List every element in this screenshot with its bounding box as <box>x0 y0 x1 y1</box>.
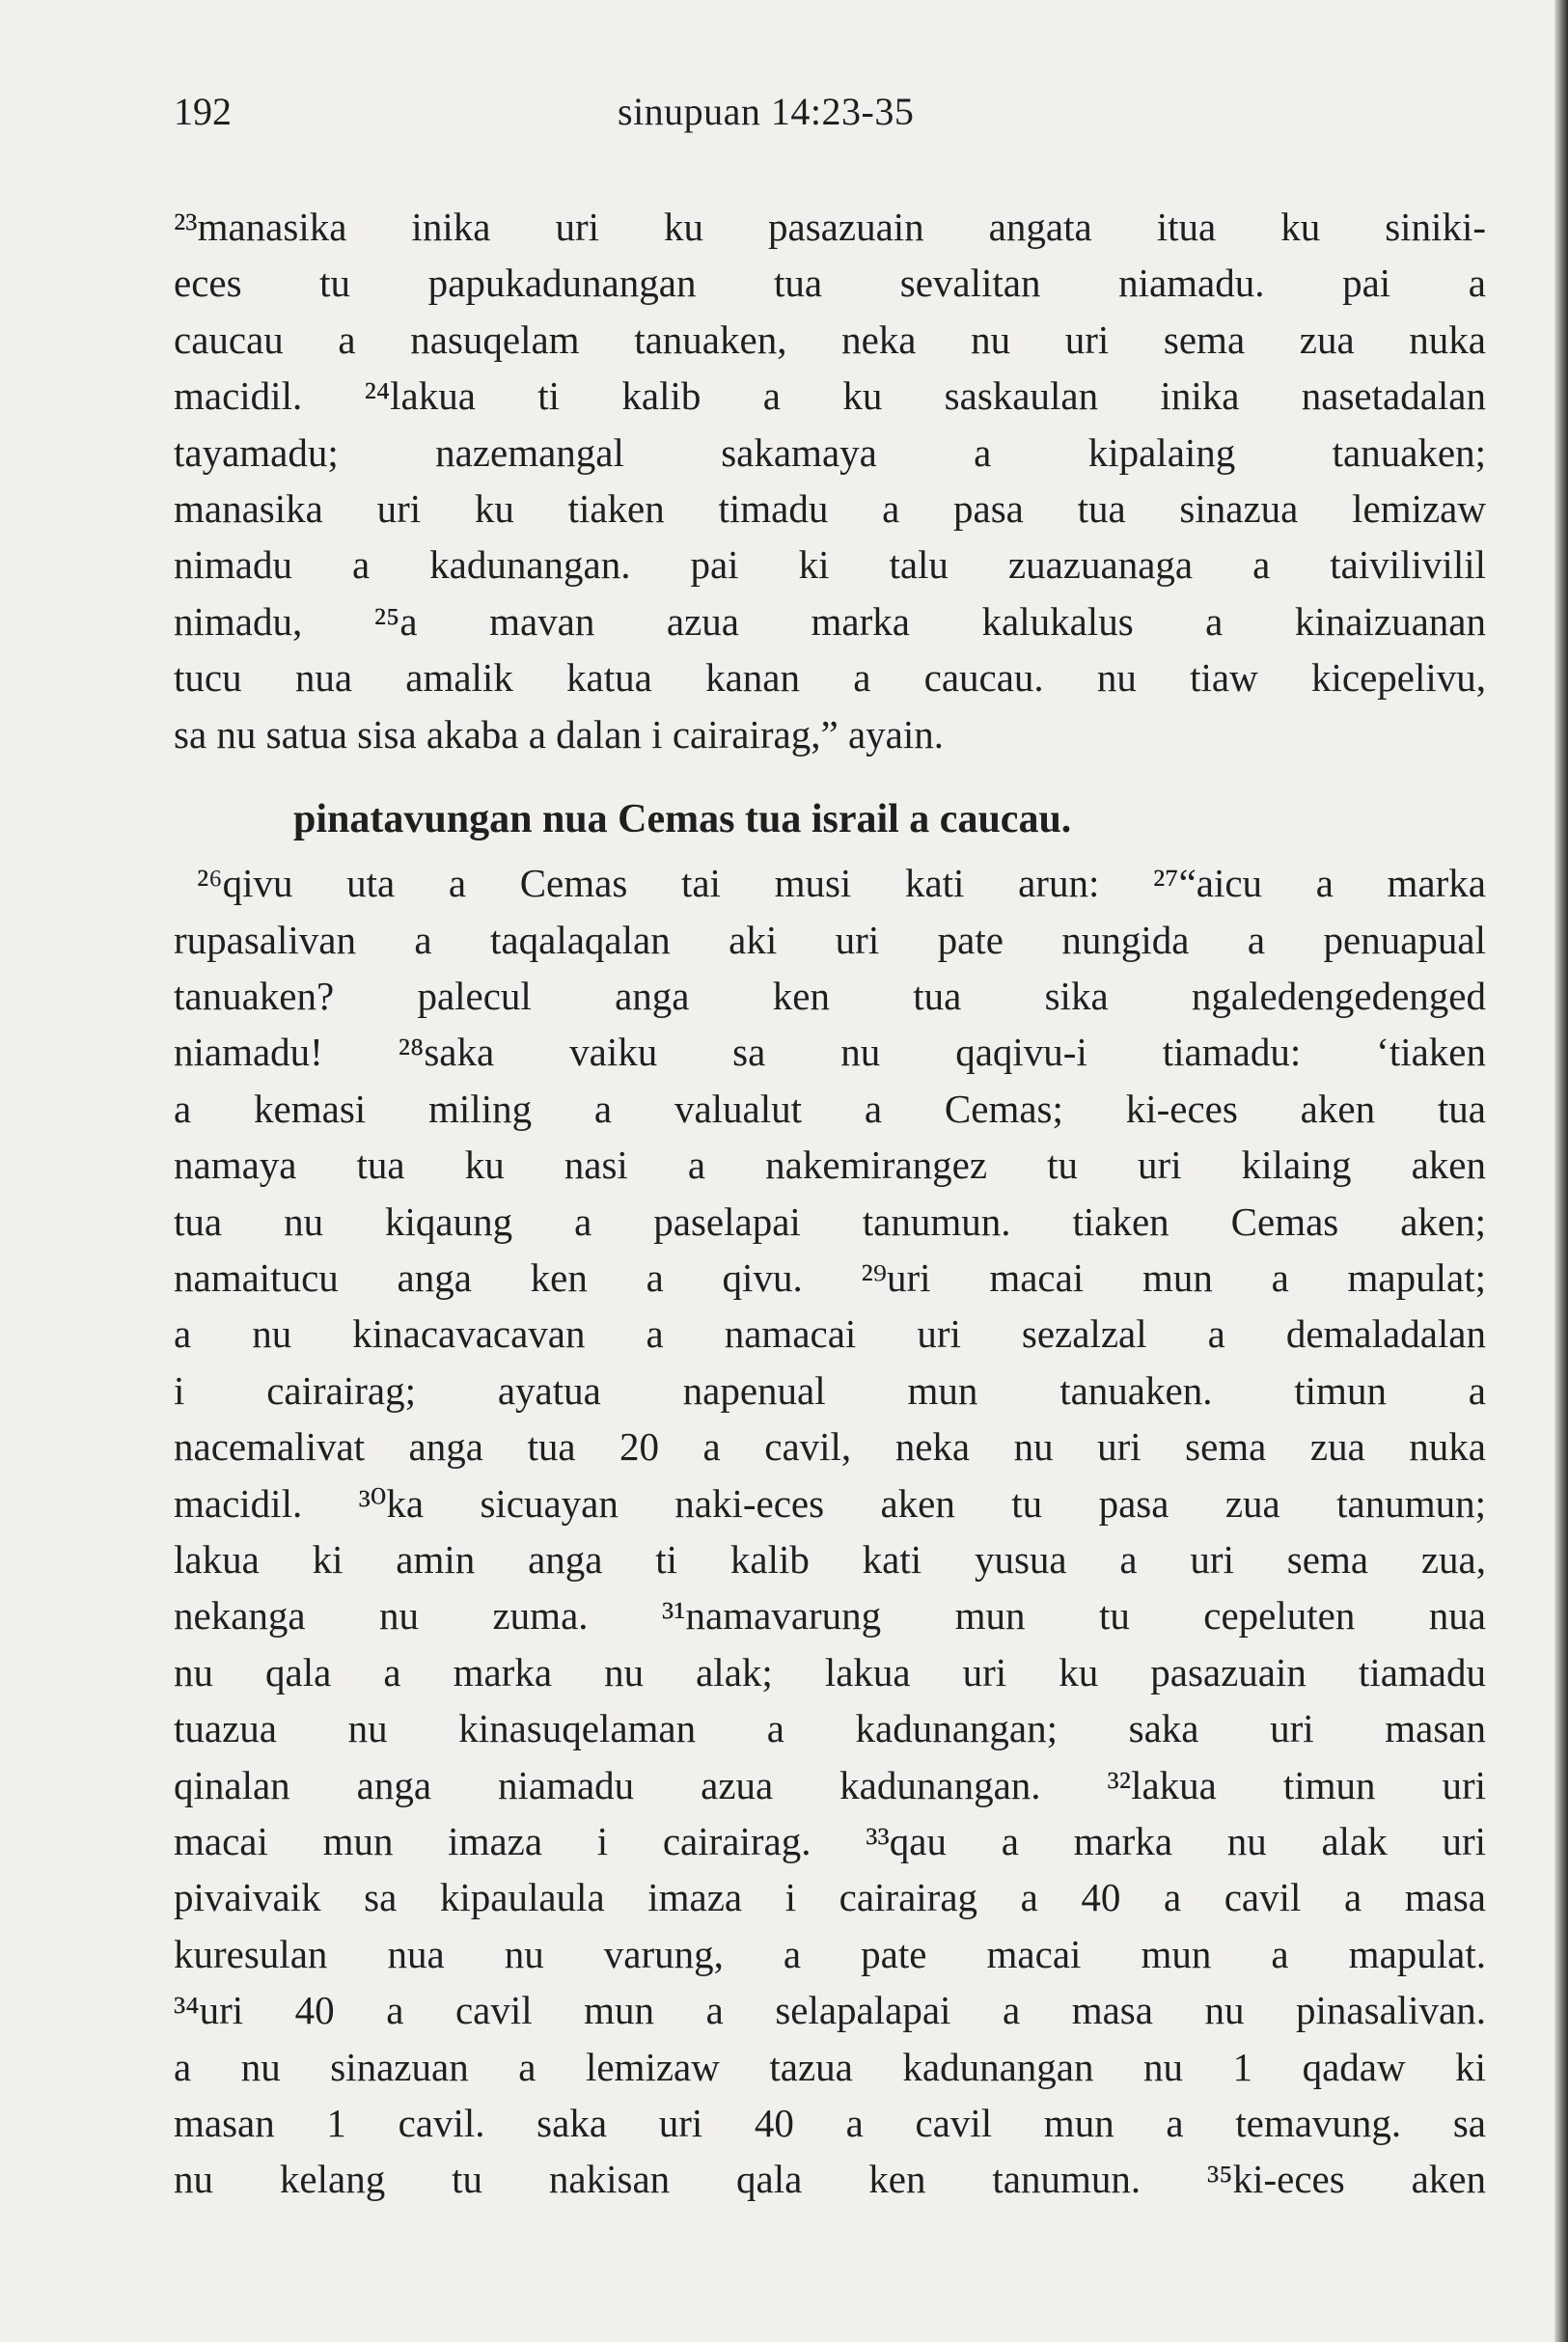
text-line: kuresulan nua nu varung, a pate macai mun a mapulat. <box>174 1931 1486 1976</box>
text-line: nimadu, ²⁵a mavan azua marka kalukalus a kinaizuanan <box>174 598 1486 644</box>
text-line: nu qala a marka nu alak; lakua uri ku pasazuain tiamadu <box>174 1649 1486 1695</box>
text-line: caucau a nasuqelam tanuaken, neka nu uri sema zua nuka <box>174 317 1486 362</box>
text-line: macidil. ³⁰ka sicuayan naki-eces aken tu pasa zua tanumun; <box>174 1480 1486 1526</box>
text-line: qinalan anga niamadu azua kadunangan. ³²lakua timun uri <box>174 1762 1486 1807</box>
text-line: ³⁴uri 40 a cavil mun a selapalapai a masa nu pinasalivan. <box>174 1988 1486 2033</box>
text-line: sa nu satua sisa akaba a dalan i cairairag,” ayain. <box>174 711 944 757</box>
text-line: ²³manasika inika uri ku pasazuain angata itua ku siniki- <box>174 205 1486 249</box>
page-body <box>174 199 1486 2208</box>
text-line: nekanga nu zuma. ³¹namavarung mun tu cepeluten nua <box>174 1593 1486 1639</box>
text-line: i cairairag; ayatua napenual mun tanuaken. timun a <box>174 1367 1486 1413</box>
text-line: niamadu! ²⁸saka vaiku sa nu qaqivu-i tiamadu: ‘tiaken <box>174 1030 1486 1075</box>
text-line: lakua ki amin anga ti kalib kati yusua a uri sema zua, <box>174 1536 1486 1582</box>
text-line: nacemalivat anga tua 20 a cavil, neka nu uri sema zua nuka <box>174 1424 1486 1470</box>
text-line: a nu kinacavacavan a namacai uri sezalzal a demaladalan <box>174 1311 1486 1357</box>
text-line: macidil. ²⁴lakua ti kalib a ku saskaulan inika nasetadalan <box>174 373 1486 419</box>
text-line: macai mun imaza i cairairag. ³³qau a marka nu alak uri <box>174 1818 1486 1863</box>
text-line: ²⁶qivu uta a Cemas tai musi kati arun: ²⁷“aicu a marka <box>197 861 1486 906</box>
text-line: a nu sinazuan a lemizaw tazua kadunangan nu 1 qadaw ki <box>174 2044 1486 2089</box>
paragraph <box>174 855 1486 2207</box>
text-line: namaitucu anga ken a qivu. ²⁹uri macai mun a mapulat; <box>174 1255 1486 1301</box>
text-line: eces tu papukadunangan tua sevalitan niamadu. pai a <box>174 261 1486 306</box>
text-line: a kemasi miling a valualut a Cemas; ki-eces aken tua <box>174 1086 1486 1131</box>
text-line: tanuaken? palecul anga ken tua sika ngaledengedenged <box>174 974 1486 1019</box>
section-heading: pinatavungan nua Cemas tua israil a caucau. <box>293 796 1072 841</box>
text-line: masan 1 cavil. saka uri 40 a cavil mun a temavung. sa <box>174 2100 1486 2145</box>
page-header <box>174 89 1486 147</box>
paragraph <box>174 199 1486 762</box>
text-line: nu kelang tu nakisan qala ken tanumun. ³⁵ki-eces aken <box>174 2157 1486 2202</box>
text-line: tayamadu; nazemangal sakamaya a kipalaing tanuaken; <box>174 429 1486 475</box>
page-number: 192 <box>174 90 232 133</box>
page-edge <box>1554 0 1568 2342</box>
text-line: tuazua nu kinasuqelaman a kadunangan; saka uri masan <box>174 1706 1486 1751</box>
text-line: namaya tua ku nasi a nakemirangez tu uri kilaing aken <box>174 1143 1486 1188</box>
text-line: manasika uri ku tiaken timadu a pasa tua sinazua lemizaw <box>174 485 1486 531</box>
book-page <box>174 89 1486 2208</box>
text-line: rupasalivan a taqalaqalan aki uri pate nungida a penuapual <box>174 917 1486 962</box>
text-line: pivaivaik sa kipaulaula imaza i cairairag a 40 a cavil a masa <box>174 1875 1486 1920</box>
text-line: nimadu a kadunangan. pai ki talu zuazuanaga a taivilivilil <box>174 542 1486 588</box>
text-line: tucu nua amalik katua kanan a caucau. nu tiaw kicepelivu, <box>174 655 1486 701</box>
text-line: tua nu kiqaung a paselapai tanumun. tiaken Cemas aken; <box>174 1199 1486 1244</box>
running-title: sinupuan 14:23-35 <box>618 90 915 133</box>
